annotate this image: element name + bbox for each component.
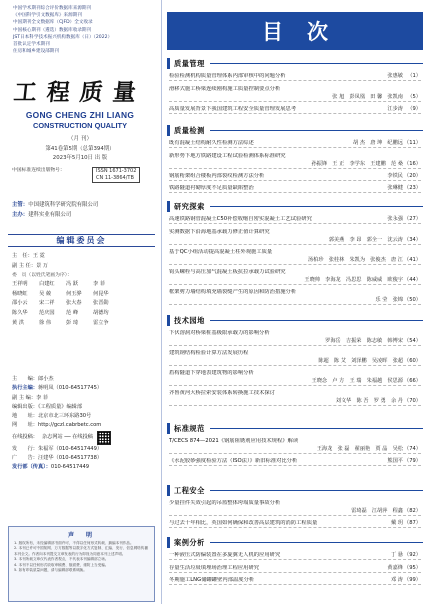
- toc-section: [167, 536, 423, 590]
- journal-title-pinyin: GONG CHENG ZHI LIANG: [25, 110, 135, 120]
- leader-dots: [169, 584, 421, 585]
- statement-title: 声 明: [67, 532, 95, 539]
- article-author: 张永强: [387, 216, 403, 222]
- website-label: 网 址：: [12, 422, 38, 429]
- article-title[interactable]: 新形势下地方铁路建设工程试验检测体系标准研究: [169, 152, 286, 159]
- leader-dots: [169, 80, 421, 81]
- index-list-item: 中国期刊全文数据库（CJFD）全文收录: [13, 20, 93, 26]
- leader-dots: [169, 304, 421, 305]
- article-author: 郭美燕 李 昂 郭全一 沈云涛: [328, 236, 403, 243]
- committee-member: 杨晓虹: [12, 290, 28, 297]
- director-label: 主 任：: [12, 253, 33, 259]
- toc-article[interactable]: [167, 269, 423, 289]
- article-page: （41）: [404, 256, 421, 263]
- committee-heading: 编辑委员会: [8, 234, 155, 247]
- committee-member: 彭 琦: [66, 319, 79, 326]
- issn-label: 中国标准连续出版物号：: [12, 168, 65, 173]
- statement-line: 4. 本刊不以任何形式收取审稿费、版面费，谨防上当受骗。: [14, 562, 109, 567]
- supervisor: 中国建筑科学研究院有限公司: [28, 202, 99, 208]
- toc-article[interactable]: [167, 552, 423, 565]
- committee-member-row: [12, 280, 152, 290]
- article-author: 戴 玥: [390, 520, 403, 526]
- section-heading: [167, 314, 423, 327]
- toc-article[interactable]: [167, 438, 423, 458]
- toc-section: [167, 57, 423, 118]
- leader-dots: [169, 192, 421, 193]
- index-list-item: JST日本科学技术振兴机构数据库（日）（2022）: [13, 34, 113, 40]
- article-title[interactable]: 钩头螺栓与高压加气混凝土板抗拉承载力试验研究: [169, 268, 286, 275]
- section-title: 研究探索: [174, 201, 205, 211]
- article-author: 张琳健: [387, 185, 403, 191]
- article-author: 雷琦磊 江胡萍 程鑫: [351, 508, 403, 514]
- toc-article[interactable]: [167, 153, 423, 173]
- article-author: 丁 悬: [390, 552, 403, 558]
- article-author: 陈超 陈 艾 刘泽鹏 吴凌晖 张超: [318, 358, 403, 364]
- article-page: （1）: [407, 73, 421, 79]
- committee-member-row: [12, 319, 152, 329]
- address: 北京市北三环东路30号: [37, 413, 92, 420]
- leader-dots: [169, 572, 421, 573]
- volume-issue: 第41卷第5期（总第394期）: [45, 146, 115, 152]
- committee-member: 范 峰: [66, 309, 79, 316]
- article-title[interactable]: 与过去十年相比，英国如何确保和改善高层建筑的消防工程质量: [169, 520, 318, 526]
- committee-member: 何昆华: [93, 290, 109, 297]
- subscription-label: 发 行：: [12, 445, 38, 452]
- column-divider: [161, 0, 162, 604]
- article-page: （74）: [404, 446, 421, 452]
- leader-dots: [169, 385, 421, 386]
- section-rule: [210, 490, 423, 491]
- section-bar: [167, 485, 170, 496]
- article-author: 胡 杰 唐 坤 纪鹏远: [353, 140, 403, 146]
- article-author: 熊国平: [387, 458, 403, 464]
- article-author: 汤柏珍 张桂林 朱凯为 张俊杰 唐 江: [307, 256, 403, 263]
- editor-in-chief-label: 主 编：: [12, 376, 38, 382]
- director: 王 霓: [32, 253, 45, 259]
- committee-member: 李 菲: [93, 281, 106, 288]
- section-rule: [210, 63, 423, 64]
- leader-dots: [169, 284, 421, 285]
- section-bar: [167, 315, 170, 326]
- section-title: 工程安全: [174, 485, 205, 495]
- committee-member: 白建红: [39, 281, 55, 288]
- committee-members: [12, 280, 152, 328]
- vice-editor: 李 菲: [36, 394, 49, 401]
- statement-line: 2. 本刊已许可中国知网、万方数据等以数字化方式复制、汇编、发行、信息网络传播: [14, 546, 148, 551]
- online-label: 在线投稿：: [12, 434, 38, 441]
- section-bar: [167, 537, 170, 548]
- section-bar: [167, 58, 170, 69]
- leader-dots: [169, 101, 421, 102]
- section-bar: [167, 125, 170, 136]
- article-title[interactable]: 检验检测机构质量管理体系内部审核中的问题分析: [169, 73, 286, 79]
- leader-dots: [169, 345, 421, 346]
- leader-dots: [169, 405, 421, 406]
- issn-number: ISSN 1671-3702: [96, 168, 137, 174]
- article-author: 罗海岳 吉振荣 陈志敏 韩博宋: [325, 338, 403, 344]
- statement-line: 本刊全文。作者向本刊提交文章发表的行为即视为同意本刊上述声明。: [14, 551, 126, 556]
- toc-section: [167, 124, 423, 198]
- members-label: 委 员（以姓氏笔画为序）：: [12, 273, 72, 279]
- toc-article[interactable]: [167, 390, 423, 410]
- article-title[interactable]: 实测数据下沿海地基承载力修正值计算研究: [169, 228, 270, 235]
- section-rule: [210, 320, 423, 321]
- section-rule: [210, 130, 423, 131]
- article-author: 江步涛: [387, 105, 403, 112]
- section-heading: [167, 57, 423, 70]
- article-title[interactable]: 高质量发展背景下我国建筑工程安全质量管理发展思考: [169, 105, 297, 112]
- section-heading: [167, 422, 423, 435]
- article-page: （50）: [404, 296, 421, 303]
- toc-article[interactable]: [167, 330, 423, 350]
- section-bar: [167, 423, 170, 434]
- sponsor: 建科实业有限公司: [28, 212, 72, 218]
- qr-code-icon: [97, 431, 111, 445]
- exec-editor-label: 执行主编：: [12, 385, 38, 392]
- committee-member: 邵小云: [12, 300, 28, 307]
- article-author: 张 旭 彭凤凰 田 馨 张凯南: [332, 93, 403, 100]
- vice-editor-label: 副 主 编：: [12, 394, 37, 401]
- section-title: 质量检测: [174, 125, 205, 135]
- committee-member: 王祥明: [12, 281, 28, 288]
- article-author: 孙振锋 王 正 李学东 王建鹏 范 桑: [311, 160, 403, 167]
- vice-director: 景 万: [36, 262, 49, 269]
- section-heading: [167, 484, 423, 497]
- statement-line: 3. 本刊所载文章仅代表作者观点，不代表本刊编辑部立场。: [14, 557, 109, 562]
- article-title[interactable]: 少量挂件失效引起的吊篮整体垮塌质量事故分析: [169, 500, 281, 506]
- article-title[interactable]: 铁路隧道衬砌厚度不足质量缺陷整治: [169, 185, 254, 191]
- article-title[interactable]: 下伏溶洞对桥梁桩基极限承载力的影响分析: [169, 330, 270, 336]
- article-title[interactable]: 冬期施工LNG储罐罐壁内部温度分析: [169, 577, 255, 583]
- committee-member: 张晋勋: [93, 300, 109, 307]
- article-author: 乐 莹 张锦: [375, 296, 403, 303]
- committee-member: 胡德均: [93, 309, 109, 316]
- section-title: 技术园地: [174, 315, 205, 325]
- editor-publisher-label: 编辑出版：: [12, 403, 38, 410]
- leader-dots: [169, 147, 421, 148]
- committee-member: 宋二祥: [39, 300, 55, 307]
- supervisor-label: 主管：: [12, 202, 29, 208]
- index-list-item: 《中国科学引文数据库》来源期刊: [13, 13, 82, 19]
- section-heading: [167, 200, 423, 213]
- statement-line: 1. 版权所有，未经编辑部书面许可，不得以任何形式转载、摘编本刊作品。: [14, 541, 134, 545]
- section-title: 标准规范: [174, 423, 205, 433]
- toc-article[interactable]: [167, 86, 423, 106]
- subscription: 朱福军（010-64517449）: [37, 445, 103, 452]
- contact-block: [12, 375, 157, 473]
- leader-dots: [169, 453, 421, 454]
- article-title[interactable]: 《水泥胶砂强度检验方法（ISO法）》新旧标准对比分析: [169, 458, 298, 464]
- toc-article[interactable]: [167, 500, 423, 520]
- article-title[interactable]: 滑移式施工桥梁连续刚构施工质量控制要点分析: [169, 85, 281, 92]
- committee-member: 吴 兢: [39, 290, 52, 297]
- toc-article[interactable]: [167, 520, 423, 533]
- leader-dots: [169, 244, 421, 245]
- online-submission-link[interactable]: 杂志网站 ── 在线投稿: [41, 434, 93, 441]
- section-title: 案例分析: [174, 537, 205, 547]
- toc-article[interactable]: [167, 185, 423, 198]
- article-author: 刘文华 陈 吾 罗 勇 余 丹: [335, 398, 403, 404]
- section-heading: [167, 536, 423, 549]
- website-link[interactable]: http://gczl.cabrbetc.com: [37, 422, 102, 429]
- frequency: （月 刊）: [67, 136, 93, 142]
- article-title[interactable]: 基于QC小组活动提高混凝土柱外观施工质量: [169, 248, 273, 255]
- article-author: 张惠敏: [387, 73, 403, 79]
- article-page: （5）: [407, 93, 421, 100]
- article-author: 王晓念 卢 方 王 瑞 朱福越 侯思源: [311, 378, 403, 384]
- toc-article[interactable]: [167, 565, 423, 578]
- committee-member: 张大春: [66, 300, 82, 307]
- toc-section: [167, 314, 423, 410]
- article-page: （9）: [407, 105, 421, 112]
- toc-section: [167, 484, 423, 533]
- article-page: （16）: [404, 160, 421, 167]
- article-title[interactable]: 盾构隧道下穿地表建筑物的影响分析: [169, 370, 254, 376]
- article-page: （66）: [404, 378, 421, 384]
- article-title[interactable]: 齐鲁黄河大桥拉索安装体系转换施工技术探讨: [169, 390, 275, 396]
- leader-dots: [169, 465, 421, 466]
- article-page: （44）: [404, 276, 421, 283]
- article-page: （20）: [404, 172, 421, 179]
- article-title[interactable]: 一种液压式防偏装置在多旋翼无人机的应用研究: [169, 552, 281, 558]
- article-title[interactable]: 高速铁路钢管混凝土C50补偿收缩自密实混凝土工艺试验研究: [169, 216, 312, 222]
- article-page: （82）: [404, 508, 421, 514]
- leader-dots: [169, 515, 421, 516]
- article-author: 邓 涛: [390, 577, 403, 583]
- leader-dots: [169, 527, 421, 528]
- leader-dots: [169, 559, 421, 560]
- index-list-item: 中国核心期刊（遴选）数据库收录期刊: [13, 27, 92, 33]
- journal-title-en: CONSTRUCTION QUALITY: [32, 121, 128, 130]
- publish-date: 2023年5月10日 出 版: [52, 155, 108, 161]
- masthead-column: [0, 0, 160, 604]
- article-page: （95）: [404, 564, 421, 571]
- toc-article[interactable]: [167, 458, 423, 471]
- table-of-contents: [167, 0, 423, 604]
- article-page: （23）: [404, 185, 421, 191]
- statement-body: [9, 539, 154, 575]
- committee-member: 范庆国: [39, 309, 55, 316]
- article-author: 李铁民: [387, 172, 403, 179]
- article-title[interactable]: 钢筋桁架组合楼板内部裂纹检测方法分析: [169, 172, 265, 179]
- article-title[interactable]: 存量生活垃圾填埋场治理工程应用研究: [169, 564, 260, 571]
- committee-block: [12, 252, 152, 328]
- toc-article[interactable]: [167, 140, 423, 153]
- article-author: 王晓帅 李海龙 冯思思 陈威威 欧俊宇: [304, 276, 403, 283]
- leader-dots: [169, 264, 421, 265]
- toc-section: [167, 200, 423, 309]
- article-page: （34）: [404, 236, 421, 243]
- committee-member-row: [12, 299, 152, 309]
- section-bar: [167, 201, 170, 212]
- toc-article[interactable]: [167, 216, 423, 229]
- toc-article[interactable]: [167, 249, 423, 269]
- section-rule: [210, 206, 423, 207]
- committee-member: 何玉骅: [66, 290, 82, 297]
- toc-banner: [167, 12, 423, 50]
- toc-section: [167, 422, 423, 471]
- toc-article[interactable]: [167, 229, 423, 249]
- leader-dots: [169, 180, 421, 181]
- index-list-item: 住房和城乡建设部期刊: [13, 49, 59, 55]
- journal-title-cn: 工程质量: [12, 79, 148, 106]
- article-page: （54）: [404, 338, 421, 344]
- issn-box: [92, 167, 140, 183]
- committee-member: 徐 伟: [39, 319, 52, 326]
- article-page: （99）: [404, 577, 421, 583]
- statement-line: 5. 如有印装质量问题，请与编辑部联系调换。: [14, 568, 87, 573]
- article-author: 王海龙 张 磊 翟丽艳 贾 晶 吴松: [316, 446, 403, 452]
- section-heading: [167, 124, 423, 137]
- article-page: （27）: [404, 216, 421, 222]
- committee-member: 陈久华: [12, 309, 28, 316]
- leader-dots: [169, 365, 421, 366]
- index-list-item: 中国学术期刊综合评价数据库来源期刊: [13, 6, 92, 11]
- article-page: （87）: [404, 520, 421, 526]
- toc-article[interactable]: [167, 173, 423, 186]
- leader-dots: [169, 168, 421, 169]
- committee-member-row: [12, 290, 152, 300]
- distribution: 010-64517449: [50, 464, 90, 471]
- article-page: （92）: [404, 552, 421, 558]
- section-title: 质量管理: [174, 58, 205, 68]
- article-page: （79）: [404, 458, 421, 464]
- editor-in-chief: 郎小杰: [37, 376, 54, 382]
- exec-editor: 蒋明凤（010-64517745）: [37, 385, 103, 392]
- article-title[interactable]: 既有混凝土结构耐久性检测方法综述: [169, 140, 254, 146]
- article-page: （11）: [404, 140, 421, 146]
- article-page: （70）: [404, 398, 421, 404]
- statement-box: [8, 526, 155, 602]
- committee-member: 雷立争: [93, 319, 109, 326]
- index-list-item: 首批认定学术期刊: [13, 42, 50, 48]
- toc-article[interactable]: [167, 73, 423, 86]
- article-title[interactable]: 框架剪力墙结构填充墙裂缝产生的原因和防治措施分析: [169, 288, 297, 295]
- toc-article[interactable]: [167, 106, 423, 119]
- committee-member: 黄 洪: [12, 319, 25, 326]
- toc-article[interactable]: [167, 350, 423, 370]
- vice-director-label: 副 主 任：: [12, 262, 37, 269]
- leader-dots: [169, 113, 421, 114]
- section-rule: [210, 542, 423, 543]
- advertising: 汪建华（010-64517738）: [37, 455, 103, 462]
- address-label: 地 址：: [12, 413, 38, 420]
- committee-member-row: [12, 309, 152, 319]
- index-list: [0, 0, 160, 55]
- section-rule: [210, 428, 423, 429]
- article-title[interactable]: 建筑钢结构检验计算方法发展历程: [169, 350, 249, 356]
- leader-dots: [169, 223, 421, 224]
- toc-article[interactable]: [167, 577, 423, 590]
- article-page: （60）: [404, 358, 421, 364]
- distribution-label: 发行部（传真）：: [12, 464, 51, 471]
- sponsor-label: 主办：: [12, 212, 29, 218]
- article-title[interactable]: T/CECS 874—2021《钢筋阻锈剂应用技术规程》解读: [169, 438, 299, 444]
- committee-member: 冯 跃: [66, 281, 79, 288]
- toc-article[interactable]: [167, 370, 423, 390]
- toc-article[interactable]: [167, 289, 423, 309]
- organization-block: [12, 200, 98, 220]
- toc-title: 目次: [262, 19, 352, 44]
- advertising-label: 广 告：: [12, 455, 38, 462]
- journal-title-block: [0, 74, 160, 161]
- issn-block: [12, 167, 152, 183]
- cn-number: CN 11-3864/TB: [96, 175, 134, 181]
- article-author: 黄嘉烽: [387, 564, 403, 571]
- editor-publisher: 《工程质量》编辑部: [37, 403, 83, 410]
